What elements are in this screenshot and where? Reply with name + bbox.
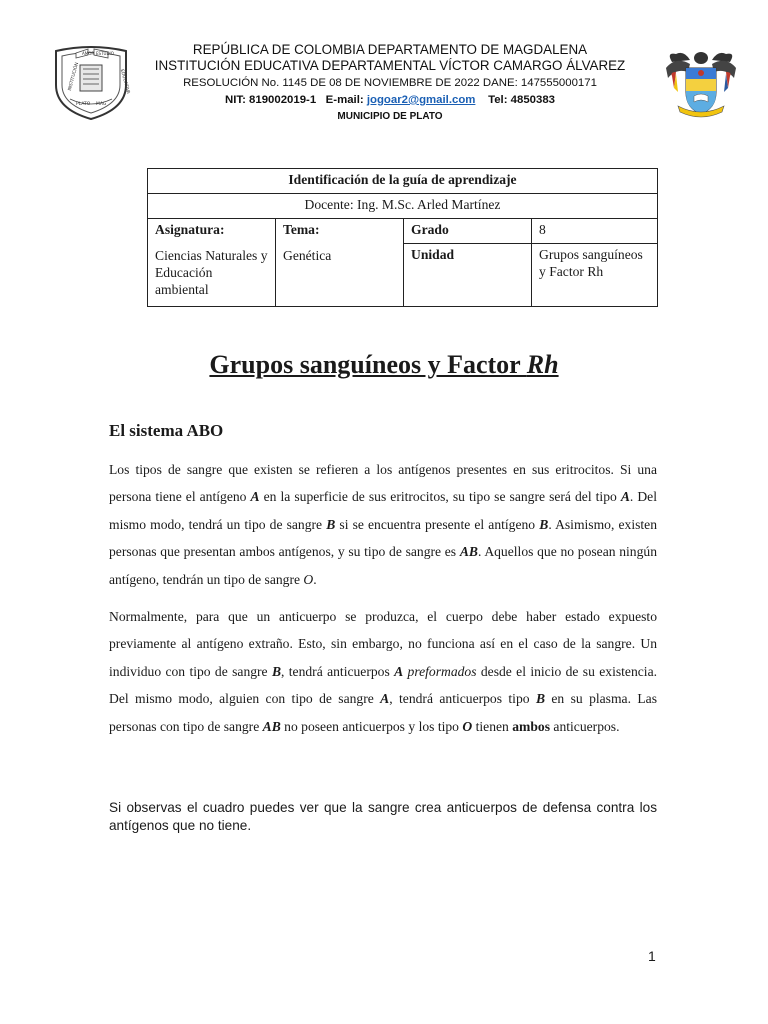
svg-text:EDUCATIVA: EDUCATIVA bbox=[118, 68, 131, 95]
page-number: 1 bbox=[648, 948, 656, 964]
table-title: Identificación de la guía de aprendizaje bbox=[148, 169, 658, 194]
tel-text: Tel: 4850383 bbox=[488, 94, 556, 106]
header-line-3: RESOLUCIÓN No. 1145 DE 08 DE NOVIEMBRE DE 2022 DANE: 147555000171 bbox=[183, 77, 597, 89]
email-link[interactable]: jogoar2@gmail.com bbox=[366, 94, 476, 106]
title-italic: Rh bbox=[526, 350, 559, 379]
section-heading: El sistema ABO bbox=[109, 421, 224, 440]
school-shield-icon bbox=[50, 45, 132, 121]
svg-text:ESTUDIO: ESTUDIO bbox=[96, 51, 114, 56]
svg-text:MAG: MAG bbox=[96, 102, 107, 107]
page-title: Grupos sanguíneos y Factor Rh bbox=[209, 350, 559, 379]
asignatura-value: Ciencias Naturales y Educación ambiental bbox=[155, 248, 268, 297]
header-line-2: INSTITUCIÓN EDUCATIVA DEPARTAMENTAL VÍCTOR CAMARGO ÁLVAREZ bbox=[154, 58, 626, 73]
email-label: E-mail: bbox=[325, 94, 364, 106]
colombia-coat-of-arms-icon bbox=[664, 48, 738, 120]
tema-value: Genética bbox=[283, 248, 332, 263]
tema-label: Tema: bbox=[283, 222, 320, 237]
paragraph-1: Los tipos de sangre que existen se refieren a los antígenos presentes en sus eritrocitos. Si una persona tiene el antígeno A en la superficie de sus eritrocitos, su tipo se sangre será del tipo A. Del mismo modo, tendrá un tipo de sangre B si se encuentra presente el antígeno B. Asimismo, existen personas que presentan ambos antígenos, y su tipo de sangre es AB. Aquellos que no posean ningún antígeno, tendrán un tipo de sangre O. bbox=[109, 462, 657, 587]
header-municipio: MUNICIPIO DE PLATO bbox=[337, 111, 443, 122]
tema-cell bbox=[276, 219, 404, 307]
header-contact-line bbox=[130, 94, 650, 106]
coat-of-arms bbox=[664, 48, 738, 120]
paragraph-3: Si observas el cuadro puedes ver que la sangre crea anticuerpos de defensa contra los antígenos que no tiene. bbox=[109, 800, 657, 833]
svg-text:INSTITUCIÓN: INSTITUCIÓN bbox=[67, 62, 81, 92]
unidad-value: Grupos sanguíneos y Factor Rh bbox=[532, 244, 658, 307]
header-line-1: REPÚBLICA DE COLOMBIA DEPARTAMENTO DE MAGDALENA bbox=[192, 42, 588, 57]
unidad-label: Unidad bbox=[404, 244, 532, 307]
school-logo bbox=[50, 45, 132, 121]
nit-text: NIT: 819002019-1 bbox=[224, 94, 317, 106]
svg-text:PLATO: PLATO bbox=[76, 102, 91, 107]
grado-label: Grado bbox=[404, 219, 532, 244]
asignatura-cell bbox=[148, 219, 276, 307]
paragraph-2: Normalmente, para que un anticuerpo se produzca, el cuerpo debe haber estado expuesto previamente al antígeno extraño. Esto, sin embargo, no funciona así en el caso de la sangre. Un individuo con tipo de sangre B, tendrá anticuerpos A preformados desde el inicio de su existencia. Del mismo modo, alguien con tipo de sangre A, tendrá anticuerpos tipo B en su plasma. Las personas con tipo de sangre AB no poseen anticuerpos y los tipo O tienen ambos anticuerpos. bbox=[109, 609, 657, 734]
table-docente: Docente: Ing. M.Sc. Arled Martínez bbox=[148, 194, 658, 219]
asignatura-label: Asignatura: bbox=[155, 222, 225, 237]
table-row bbox=[148, 219, 658, 244]
grado-value: 8 bbox=[532, 219, 658, 244]
table-row bbox=[148, 194, 658, 219]
svg-text:AMOR: AMOR bbox=[82, 51, 95, 56]
identification-table bbox=[147, 168, 658, 307]
table-row bbox=[148, 169, 658, 194]
